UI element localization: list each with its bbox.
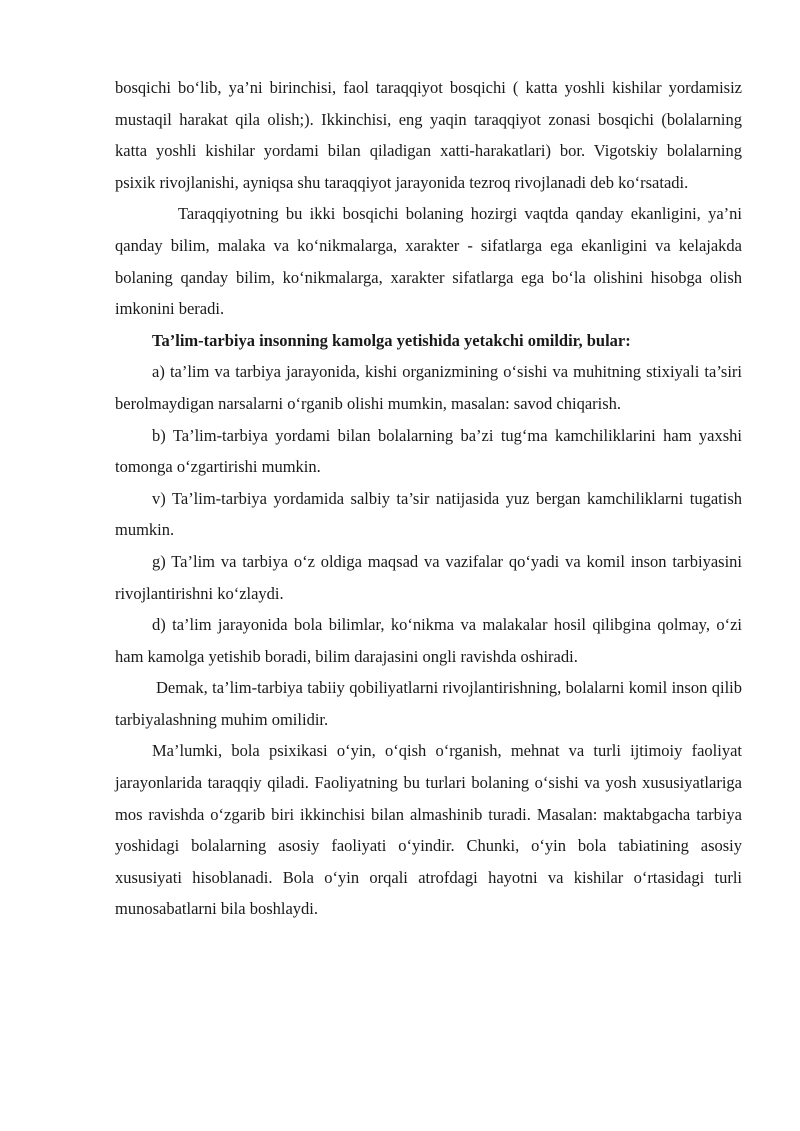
document-body xyxy=(115,72,742,925)
list-item-a: a) ta’lim va tarbiya jarayonida, kishi organizmining o‘sishi va muhitning stixiyali ta’siri berolmaydigan narsalarni o‘rganib olishi mumkin, masalan: savod chiqarish. xyxy=(115,362,742,413)
list-item-g: g) Ta’lim va tarbiya o‘z oldiga maqsad va vazifalar qo‘yadi va komil inson tarbiyasini rivojlantirishni ko‘zlaydi. xyxy=(115,551,742,603)
paragraph-activity: Ma’lumki, bola psixikasi o‘yin, o‘qish o‘rganish, mehnat va turli ijtimoiy faoliyat jarayonlarida taraqqiy qiladi. Faoliyatning bu turlari bolaning o‘sishi va yosh xususiyatlariga mos ravishda o‘zgarib biri ikkinchisi bilan almashinib turadi. Masalan: maktabgacha tarbiya yoshidagi bolalarning asosiy faoliyati o‘yindir. Chunki, o‘yin bola tabiatining asosiy xususiyati hisoblanadi. Bola o‘yin orqali atrofdagi hayotni va kishilar o‘rtasidagi turli munosabatlarni bila boshlaydi. xyxy=(115,741,742,919)
list-item-d: d) ta’lim jarayonida bola bilimlar, ko‘nikma va malakalar hosil qilibgina qolmay, o‘zi ham kamolga yetishib boradi, bilim darajasini ongli ravishda oshiradi. xyxy=(115,615,742,666)
paragraph-development-stages: Taraqqiyotning bu ikki bosqichi bolaning hozirgi vaqtda qanday ekanligini, ya’ni qanday bilim, malaka va ko‘nikmalarga, xarakter - sifatlarga ega ekanligini va kelajakda bolaning qanday bilim, ko‘nikmalarga, xarakter sifatlarga ega bo‘la olishini hisobga olish imkonini beradi. xyxy=(115,204,742,319)
paragraph-conclusion: Demak, ta’lim-tarbiya tabiiy qobiliyatlarni rivojlantirishning, bolalarni komil inson qilib tarbiyalashning muhim omilidir. xyxy=(115,678,742,729)
section-heading: Ta’lim-tarbiya insonning kamolga yetishida yetakchi omildir, bular: xyxy=(152,330,631,350)
list-item-v: v) Ta’lim-tarbiya yordamida salbiy ta’sir natijasida yuz bergan kamchiliklarni tugatish mumkin. xyxy=(115,488,742,540)
list-item-b: b) Ta’lim-tarbiya yordami bilan bolalarning ba’zi tug‘ma kamchiliklarini ham yaxshi tomonga o‘zgartirishi mumkin. xyxy=(115,425,742,477)
paragraph-continuation: bosqichi bo‘lib, ya’ni birinchisi, faol taraqqiyot bosqichi ( katta yoshli kishilar yordamisiz mustaqil harakat qila olish;). Ikkinchisi, eng yaqin taraqqiyot zonasi bosqichi (bolalarning katta yoshli kishilar yordami bilan qiladigan xatti-harakatlari) bor. Vigotskiy bolalarning psixik rivojlanishi, ayniqsa shu taraqqiyot jarayonida tezroq rivojlanadi deb ko‘rsatadi. xyxy=(115,78,742,192)
